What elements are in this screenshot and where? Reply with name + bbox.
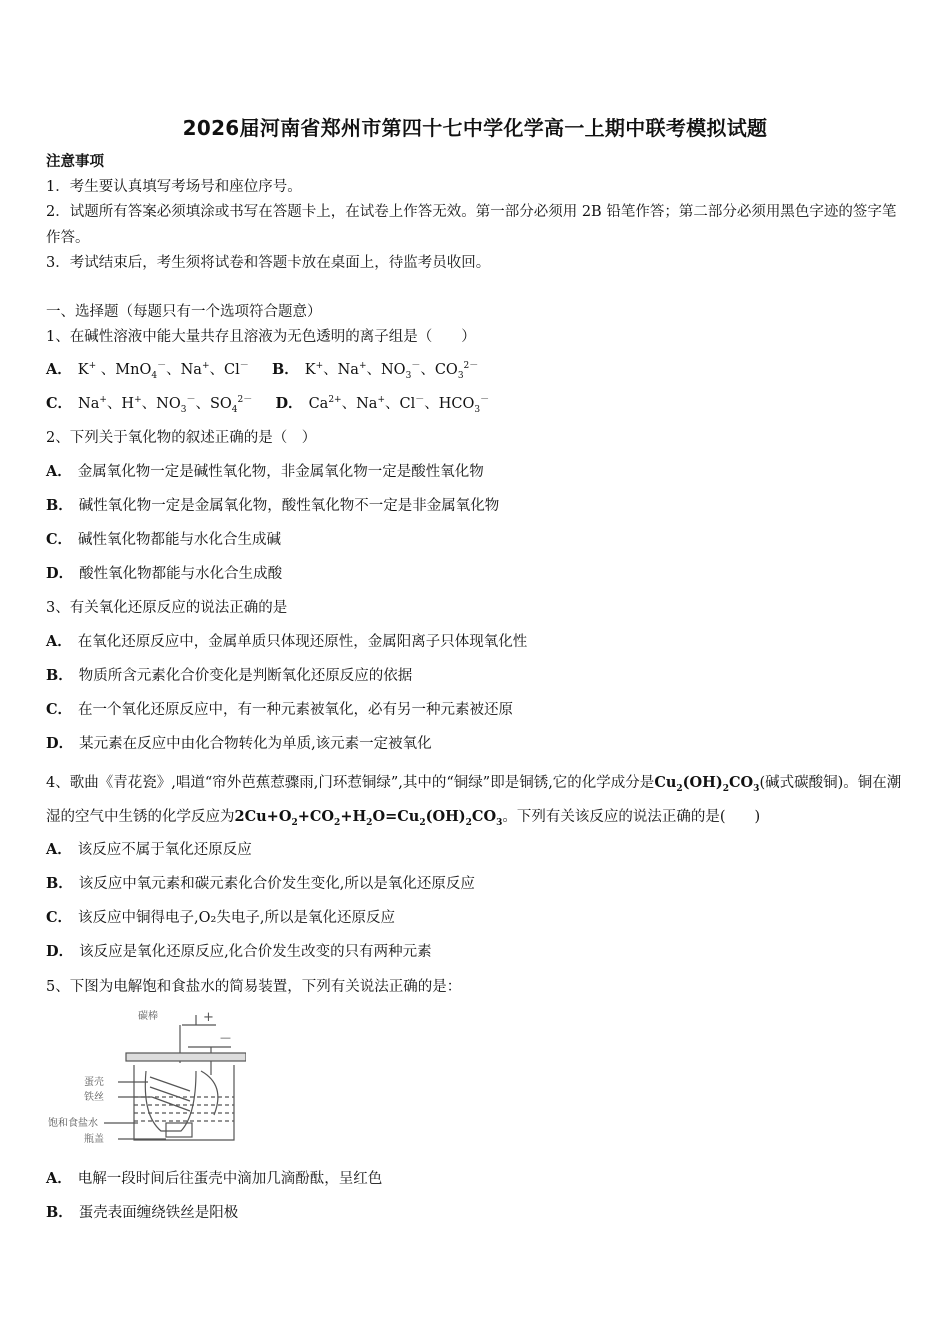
q1-option-b-label: B． bbox=[271, 361, 299, 378]
figure-label-bottle-cap: 瓶盖 bbox=[84, 1134, 104, 1145]
section-heading: 一、选择题（每题只有一个选项符合题意） bbox=[46, 304, 322, 320]
q2-option-c-label: C． bbox=[46, 531, 73, 548]
q2-option-c-text: 碱性氧化物都能与水化合生成碱 bbox=[78, 532, 282, 548]
q4-option-c-text: 该反应中铜得电子,O₂失电子,所以是氧化还原反应 bbox=[78, 910, 395, 926]
q4-formula-copper-rust: $Cu_2(OH)_2CO_3$ bbox=[654, 774, 760, 794]
notice-heading: 注意事项 bbox=[46, 153, 104, 170]
q2-option-a bbox=[46, 462, 484, 482]
q1-option-a-label: A． bbox=[46, 361, 72, 378]
q3-option-a-label: A． bbox=[46, 633, 72, 650]
q4-option-a-text: 该反应不属于氧化还原反应 bbox=[77, 842, 252, 858]
q4-option-d-text: 该反应是氧化还原反应,化合价发生改变的只有两种元素 bbox=[79, 944, 432, 960]
notice-item-3: 3．考试结束后，考生须将试卷和答题卡放在桌面上，待监考员收回。 bbox=[46, 255, 491, 271]
q3-option-b-label: B． bbox=[46, 667, 73, 684]
q3-stem: 3、有关氧化还原反应的说法正确的是 bbox=[46, 600, 288, 616]
q4-option-a-label: A． bbox=[46, 841, 72, 858]
q5-option-a-label: A． bbox=[46, 1170, 72, 1187]
q3-option-a bbox=[46, 632, 527, 652]
electrolysis-apparatus-figure bbox=[46, 1005, 246, 1150]
q5-option-b-text: 蛋壳表面缠绕铁丝是阳极 bbox=[78, 1205, 239, 1221]
q4-stem-part-1: 4、歌曲《青花瓷》,唱道“帘外芭蕉惹骤雨,门环惹铜绿”,其中的“铜绿”即是铜锈,它的化学成分是 bbox=[46, 775, 655, 791]
notice-item-2: 2．试题所有答案必须填涂或书写在答题卡上，在试卷上作答无效。第一部分必须用 2B 铅笔作答；第二部分必须用黑色字迹的签字笔作答。 bbox=[46, 204, 897, 246]
figure-label-minus: — bbox=[220, 1031, 231, 1044]
q4-option-b-label: B． bbox=[46, 875, 73, 892]
q4-stem-part-3: 。下列有关该反应的说法正确的是( ) bbox=[502, 809, 761, 825]
q5-option-a-text: 电解一段时间后往蛋壳中滴加几滴酚酞，呈红色 bbox=[77, 1171, 383, 1187]
q2-option-b-label: B． bbox=[46, 497, 73, 514]
q3-option-c-label: C． bbox=[46, 701, 73, 718]
figure-label-eggshell: 蛋壳 bbox=[84, 1077, 104, 1088]
q1-stem: 1、在碱性溶液中能大量共存且溶液为无色透明的离子组是（ ） bbox=[46, 329, 476, 345]
q3-option-a-text: 在氧化还原反应中，金属单质只体现还原性，金属阳离子只体现氧化性 bbox=[77, 634, 528, 650]
q1-option-c-text: Na+、H+、$NO_3^-$、$SO_4^{2-}$ bbox=[78, 395, 253, 415]
q5-option-a bbox=[46, 1169, 382, 1189]
q3-option-d-text: 某元素在反应中由化合物转化为单质,该元素一定被氧化 bbox=[79, 736, 432, 752]
q2-option-b-text: 碱性氧化物一定是金属氧化物，酸性氧化物不一定是非金属氧化物 bbox=[78, 498, 500, 514]
figure-label-carbon-rod: 碳棒 bbox=[138, 1011, 158, 1022]
q2-option-d bbox=[46, 564, 282, 584]
figure-label-plus: + bbox=[203, 1010, 214, 1025]
q1-options-row-2 bbox=[46, 394, 489, 414]
q4-option-b bbox=[46, 874, 475, 894]
q3-option-b-text: 物质所含元素化合价变化是判断氧化还原反应的依据 bbox=[78, 668, 413, 684]
page-title: 2026届河南省郑州市第四十七中学化学高一上期中联考模拟试题 bbox=[182, 116, 768, 140]
q3-option-b bbox=[46, 666, 412, 686]
q4-option-a bbox=[46, 840, 252, 860]
q2-option-d-text: 酸性氧化物都能与水化合生成酸 bbox=[79, 566, 283, 582]
q4-option-d-label: D． bbox=[46, 943, 74, 960]
q4-reaction-equation: $2Cu+O_2+CO_2+H_2O=Cu_2(OH)_2CO_3$ bbox=[234, 808, 503, 828]
q2-option-c bbox=[46, 530, 281, 550]
q4-option-c-label: C． bbox=[46, 909, 73, 926]
q5-option-b bbox=[46, 1203, 238, 1223]
q5-option-b-label: B． bbox=[46, 1204, 73, 1221]
q2-option-a-label: A． bbox=[46, 463, 72, 480]
q4-stem-part-2: (碱式碳酸铜)。铜在潮湿的空气中生锈的化学反应为 bbox=[46, 775, 902, 825]
q1-option-d-text: $Ca^{2+}$、Na+、Cl－、$HCO_3^-$ bbox=[308, 395, 490, 415]
q2-option-d-label: D． bbox=[46, 565, 74, 582]
q1-options-row-1 bbox=[46, 360, 478, 380]
q3-option-d bbox=[46, 734, 432, 754]
q1-option-d-label: D． bbox=[275, 395, 303, 412]
q4-option-d bbox=[46, 942, 432, 962]
q1-option-b-text: K+、Na+、$NO_3^-$、$CO_3^{2-}$ bbox=[304, 361, 479, 381]
q4-option-b-text: 该反应中氧元素和碳元素化合价发生变化,所以是氧化还原反应 bbox=[78, 876, 475, 892]
q3-option-d-label: D． bbox=[46, 735, 74, 752]
figure-label-brine: 饱和食盐水 bbox=[48, 1118, 98, 1129]
notice-item-1: 1．考生要认真填写考场号和座位序号。 bbox=[46, 179, 302, 195]
q4-option-c bbox=[46, 908, 395, 928]
q2-option-a-text: 金属氧化物一定是碱性氧化物，非金属氧化物一定是酸性氧化物 bbox=[77, 464, 484, 480]
q4-stem bbox=[46, 766, 908, 834]
q3-option-c-text: 在一个氧化还原反应中，有一种元素被氧化，必有另一种元素被还原 bbox=[78, 702, 514, 718]
q2-option-b bbox=[46, 496, 499, 516]
q1-option-c-label: C． bbox=[46, 395, 73, 412]
q2-stem: 2、下列关于氧化物的叙述正确的是（ ） bbox=[46, 430, 317, 446]
q3-option-c bbox=[46, 700, 513, 720]
q5-stem: 5、下图为电解饱和食盐水的简易装置，下列有关说法正确的是： bbox=[46, 979, 462, 995]
q1-option-a-text: K+ 、MnO$_4$－、Na+、Cl－ bbox=[77, 361, 249, 381]
figure-label-iron-wire: 铁丝 bbox=[84, 1092, 104, 1103]
